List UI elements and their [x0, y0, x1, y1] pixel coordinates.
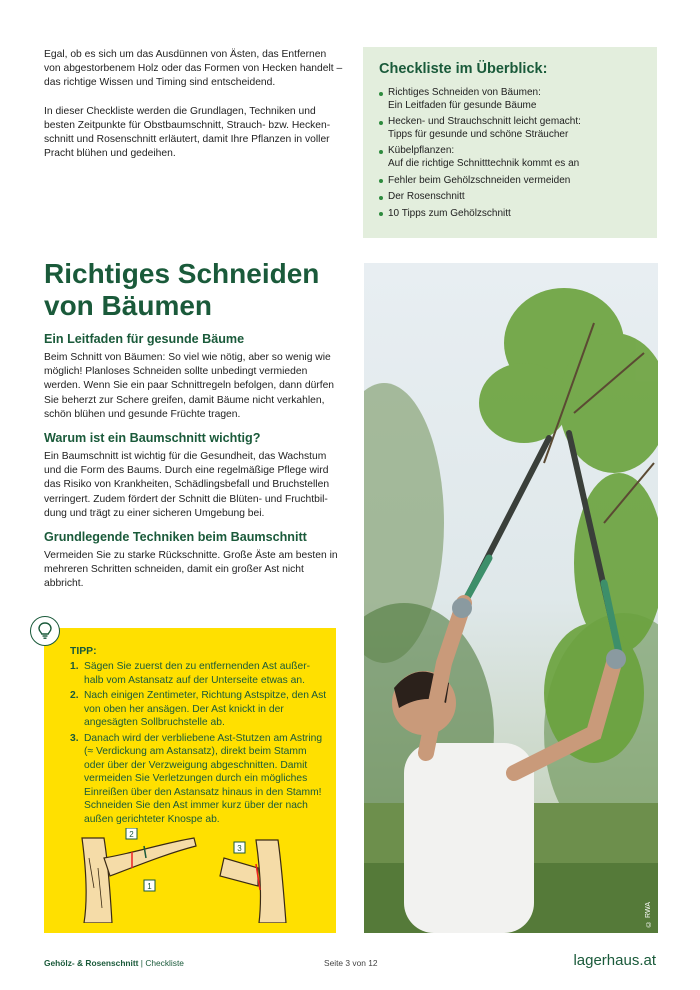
brand-logo[interactable]: lagerhaus.at — [573, 952, 656, 969]
intro-paragraph-1: Egal, ob es sich um das Ausdünnen von Ästen, das Entfernen von abgestorbenem Holz oder das Formen von Hecken handelt – das richtige Wissen und Timing sind entscheidend. — [44, 49, 343, 89]
diagram-marker-2: 2 — [129, 830, 134, 839]
page-number: Seite 3 von 12 — [324, 958, 378, 968]
tip-step: 1. Sägen Sie zuerst den zu entfernenden Ast außer-halb vom Astansatz auf der Unterseite etwas an. — [70, 661, 311, 686]
checklist-item[interactable]: Fehler beim Gehölzschneiden vermeiden — [379, 175, 641, 188]
section-warum — [44, 431, 344, 521]
checklist-item[interactable]: Der Rosenschnitt — [379, 191, 641, 204]
checklist-item[interactable]: Richtiges Schneiden von Bäumen: Ein Leitfaden für gesunde Bäume — [379, 87, 641, 112]
section-leitfaden — [44, 332, 344, 422]
checklist-overview-box — [363, 47, 657, 238]
checklist-item[interactable]: 10 Tipps zum Gehölzschnitt — [379, 208, 641, 221]
section-heading: Warum ist ein Baumschnitt wichtig? — [44, 431, 261, 445]
section-text: Vermeiden Sie zu starke Rückschnitte. Große Äste am besten in mehreren Schritten schneiden, damit ein großer Ast nicht abbricht. — [44, 550, 338, 590]
intro-text — [44, 48, 344, 175]
tip-step: 3. Danach wird der verbliebene Ast-Stutzen am Astring (≈ Verdickung am Astansatz), direkt beim Stamm oder über der Verzweigung abgeschnitten. Damit vermeiden Sie Verletzungen durch ein mögliches Einreißen über den Astansatz hinaus in den Stamm! Schneiden Sie den Ast immer kurz über der nach außen gerichteter Knospe ab. — [70, 732, 323, 825]
branch-cut-diagram — [74, 828, 304, 923]
diagram-marker-1: 1 — [147, 882, 152, 891]
checklist-item[interactable]: Hecken- und Strauchschnitt leicht gemacht: Tipps für gesunde und schöne Sträucher — [379, 116, 641, 141]
diagram-marker-3: 3 — [237, 844, 242, 853]
tip-box — [44, 628, 336, 933]
intro-paragraph-2: In dieser Checkliste werden die Grundlagen, Techniken und besten Zeitpunkte für Obstbaumschnitt, Strauch- bzw. Hecken-schnitt und Rosenschnitt erläutert, damit Ihre Pflanzen in voller Pracht blühen und gedeihen. — [44, 105, 331, 160]
lightbulb-icon — [30, 616, 60, 646]
section-text: Beim Schnitt von Bäumen: So viel wie nötig, aber so wenig wie möglich! Planloses Schneiden sollte unbedingt vermieden werden. Wenn Sie ein paar Schnittregeln befolgen, dann dürfen Sie beherzt zur Schere greifen, damit Bäume nicht verkahlen, schön blühen und gesunde Früchte tragen. — [44, 352, 335, 420]
checklist-list — [379, 87, 641, 220]
section-text: Ein Baumschnitt ist wichtig für die Gesundheit, das Wachstum und die Form des Baums. Durch eine regelmäßige Pflege wird das Risiko von Krankheiten, Schädlingsbefall und Bruchstellen verringert. Zudem fördert der Schnitt die Blüten- und Fruchtbil-dung und trägt zu einer sicheren Umgebung bei. — [44, 451, 330, 519]
checklist-title: Checkliste im Überblick: — [379, 61, 548, 77]
section-heading: Grundlegende Techniken beim Baumschnitt — [44, 530, 307, 544]
section-techniken — [44, 530, 344, 592]
pruning-photo — [364, 263, 658, 933]
section-heading: Ein Leitfaden für gesunde Bäume — [44, 332, 245, 346]
page-footer — [44, 952, 656, 971]
checklist-item[interactable]: Kübelpflanzen: Auf die richtige Schnitttechnik kommt es an — [379, 145, 641, 170]
footer-section: Gehölz- & Rosenschnitt | Checkliste — [44, 958, 184, 968]
tip-step: 2. Nach einigen Zentimeter, Richtung Astspitze, den Ast von oben her ansägen. Der Ast knickt in der angesägten Sollbruchstelle ab. — [70, 690, 327, 728]
page-title: Richtiges Schneiden von Bäumen — [44, 258, 320, 321]
tip-label: TIPP: — [70, 646, 97, 657]
photo-credit: © RWA — [645, 902, 652, 927]
tip-steps — [70, 660, 328, 828]
photo-illustration — [364, 263, 658, 933]
